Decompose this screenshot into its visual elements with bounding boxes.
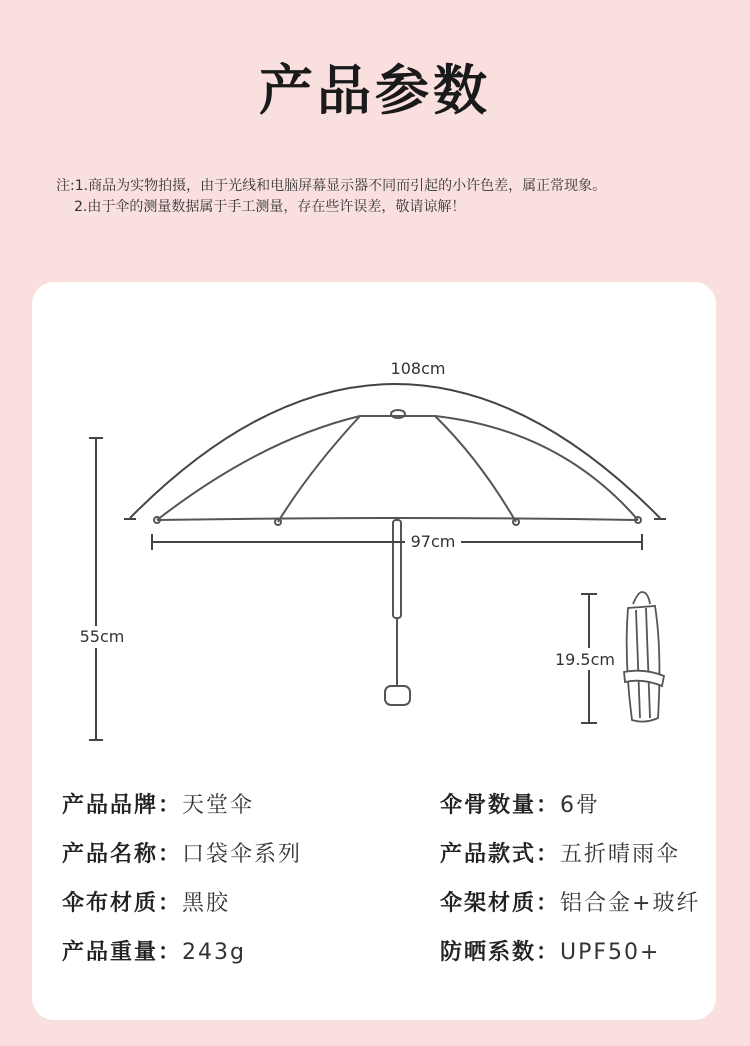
arc-length-line [130,384,660,518]
page-title: 产品参数 [259,59,491,122]
spec-name: 产品名称：口袋伞系列 [62,842,303,867]
spec-weight: 产品重量：243g [62,940,246,965]
spec-fabric: 伞布材质：黑胶 [62,891,231,916]
folded-length-label: 19.5cm [554,650,616,669]
arc-length-label: 108cm [390,359,446,378]
note-line-1: 注:1.商品为实物拍摄，由于光线和电脑屏幕显示器不同而引起的小许色差，属正常现象。 [56,178,607,194]
height-label: 55cm [79,627,125,646]
spec-upf: 防晒系数：UPF50+ [440,940,661,965]
spec-brand: 产品品牌：天堂伞 [62,793,255,818]
note-line-2: 2.由于伞的测量数据属于手工测量，存在些许误差，敬请谅解！ [74,199,466,215]
umbrella-canopy [154,410,641,525]
spec-ribs: 伞骨数量：6骨 [440,793,601,818]
folded-umbrella [624,592,664,722]
span-label: 97cm [410,532,456,551]
spec-style: 产品款式：五折晴雨伞 [440,842,681,867]
height-dimension [89,438,103,740]
spec-frame: 伞架材质：铝合金+玻纤 [440,891,701,916]
